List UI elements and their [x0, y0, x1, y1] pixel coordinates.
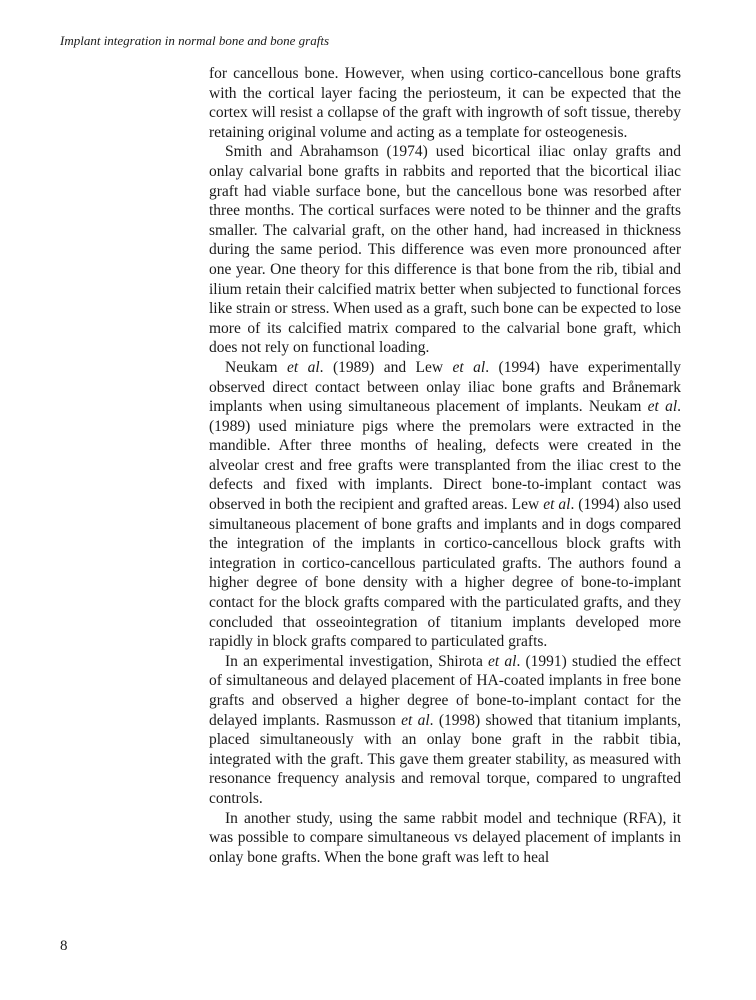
text-run: . (1991) studied the effect of simultaneous and delayed placement of HA-coated implants in free bone grafts and observed a higher degree of bone-to-implant contact for the delayed implants. Rasmusson [209, 652, 682, 729]
text-run: for cancellous bone. However, when using cortico-cancellous bone grafts with the cortical layer facing the periosteum, it can be expected that the cortex will resist a collapse of the graft with ingrowth of soft tissue, thereby retaining original volume and acting as a template for osteogenesis. [209, 65, 681, 141]
text-run: . (1994) have experimentally observed direct contact between onlay iliac bone grafts and Brånemark implants when using simultaneous placement of implants. Neukam [209, 358, 681, 416]
italic-text: et al [488, 652, 517, 670]
paragraph [209, 142, 681, 358]
text-run: Smith and Abrahamson (1974) used bicortical iliac onlay grafts and onlay calvarial bone grafts in rabbits and reported that the bicortical iliac graft had viable surface bone, but the cancellous bone was resorbed after three months. The cortical surfaces were noted to be thinner and the grafts smaller. The calvarial graft, on the other hand, had increased in thickness during the same period. This difference was even more pronounced after one year. One theory for this difference is that bone from the rib, tibial and ilium retain their calcified matrix better when subjected to functional forces like strain or stress. When used as a graft, such bone can be expected to lose more of its calcified matrix compared to the calvarial bone graft, which does not rely on functional loading. [209, 143, 681, 357]
text-run: In an experimental investigation, Shirota [225, 652, 489, 670]
body-text [209, 64, 681, 867]
italic-text: et al [543, 496, 571, 514]
page-number: 8 [60, 938, 68, 954]
text-run: . (1989) used miniature pigs where the premolars were extracted in the mandible. After three months of healing, defects were created in the alveolar crest and free grafts were transplanted from the iliac crest to the defects and fixed with implants. Direct bone-to-implant contact was observed in both the recipient and grafted areas. Lew [209, 398, 681, 514]
text-run: In another study, using the same rabbit model and technique (RFA), it was possible to compare simultaneous vs delayed placement of implants in onlay bone grafts. When the bone graft was left to heal [209, 809, 681, 866]
italic-text: et al [452, 358, 486, 376]
paragraph [209, 809, 681, 868]
paragraph [209, 64, 681, 142]
italic-text: et al [401, 711, 430, 729]
text-run: Neukam [225, 358, 287, 376]
italic-text: et al [647, 398, 678, 416]
italic-text: et al [286, 358, 320, 376]
running-head: Implant integration in normal bone and bone grafts [60, 33, 330, 48]
text-run: . (1989) and Lew [319, 358, 453, 376]
text-run: . (1994) also used simultaneous placement of bone grafts and implants and in dogs compared the integration of the implants in cortico-cancellous block grafts with integration in cortico-cancellous particulated grafts. The authors found a higher degree of bone density with a higher degree of bone-to-implant contact for the block grafts compared with the particulated grafts, and they concluded that osseointegration of titanium implants developed more rapidly in block grafts compared to particulated grafts. [209, 496, 681, 651]
text-run: . (1998) showed that titanium implants, placed simultaneously with an onlay bone graft in the rabbit tibia, integrated with the graft. This gave them greater stability, as measured with resonance frequency analysis and removal torque, compared to ungrafted controls. [209, 711, 681, 807]
paragraph [209, 358, 681, 652]
paragraph [209, 652, 681, 809]
